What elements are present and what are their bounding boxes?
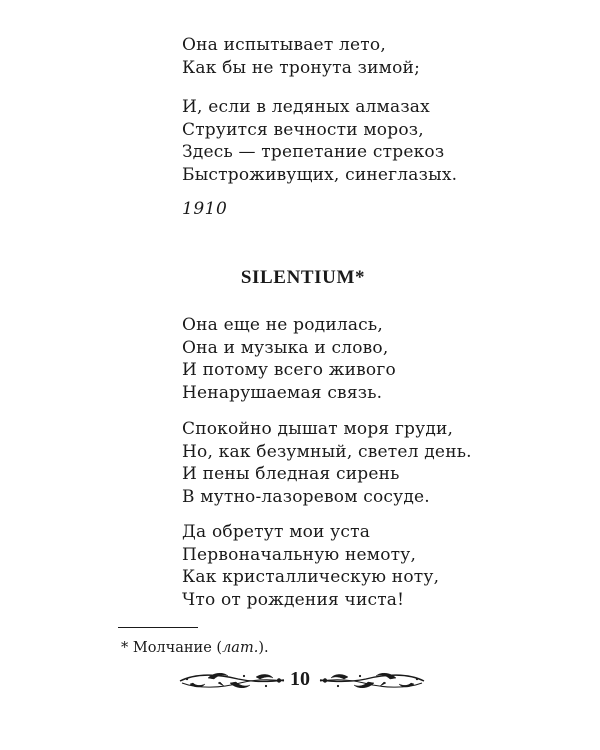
right-flourish-ornament-icon <box>318 670 426 692</box>
footnote-text: * Молчание ( <box>121 640 223 656</box>
verse-line: И пены бледная сирень <box>182 464 400 484</box>
verse-line: Она и музыка и слово, <box>182 337 389 358</box>
silentium-stanza-3 <box>182 521 439 611</box>
page-footer <box>0 666 600 696</box>
verse-line: Как кристаллическую ноту, <box>182 567 440 587</box>
footnote-divider <box>118 627 198 628</box>
silentium-stanza-2 <box>182 418 472 508</box>
verse-line: Первоначальную немоту, <box>182 544 417 565</box>
poem-year: 1910 <box>182 199 228 219</box>
verse-line: Да обретут мои уста <box>182 522 371 542</box>
verse-line: И, если в ледяных алмазах <box>182 97 430 117</box>
silentium-stanza-1 <box>182 314 396 404</box>
footnote-tail: ). <box>258 640 269 656</box>
poem-end-stanza-2 <box>182 96 457 186</box>
verse-line: Но, как безумный, светел день. <box>182 441 472 462</box>
verse-line: Быстроживущих, синеглазых. <box>182 164 458 185</box>
verse-line: Она испытывает лето, <box>182 35 386 55</box>
verse-line: И потому всего живого <box>182 360 396 380</box>
verse-line: Ненарушаемая связь. <box>182 382 383 403</box>
verse-line: Спокойно дышат моря груди, <box>182 419 454 439</box>
poem-title-text: SILENTIUM* <box>240 267 366 288</box>
verse-line: Как бы не тронута зимой; <box>182 57 421 78</box>
verse-line: Струится вечности мороз, <box>182 119 424 140</box>
verse-line: В мутно-лазоревом сосуде. <box>182 486 430 507</box>
poem-end-stanza-1 <box>182 34 420 79</box>
footnote-abbreviation: лат. <box>222 640 259 656</box>
verse-line: Что от рождения чиста! <box>182 589 405 610</box>
footnote <box>121 640 269 656</box>
poem-title <box>0 267 600 289</box>
page-number: 10 <box>290 668 310 690</box>
verse-line: Она еще не родилась, <box>182 315 383 335</box>
verse-line: Здесь — трепетание стрекоз <box>182 142 445 162</box>
